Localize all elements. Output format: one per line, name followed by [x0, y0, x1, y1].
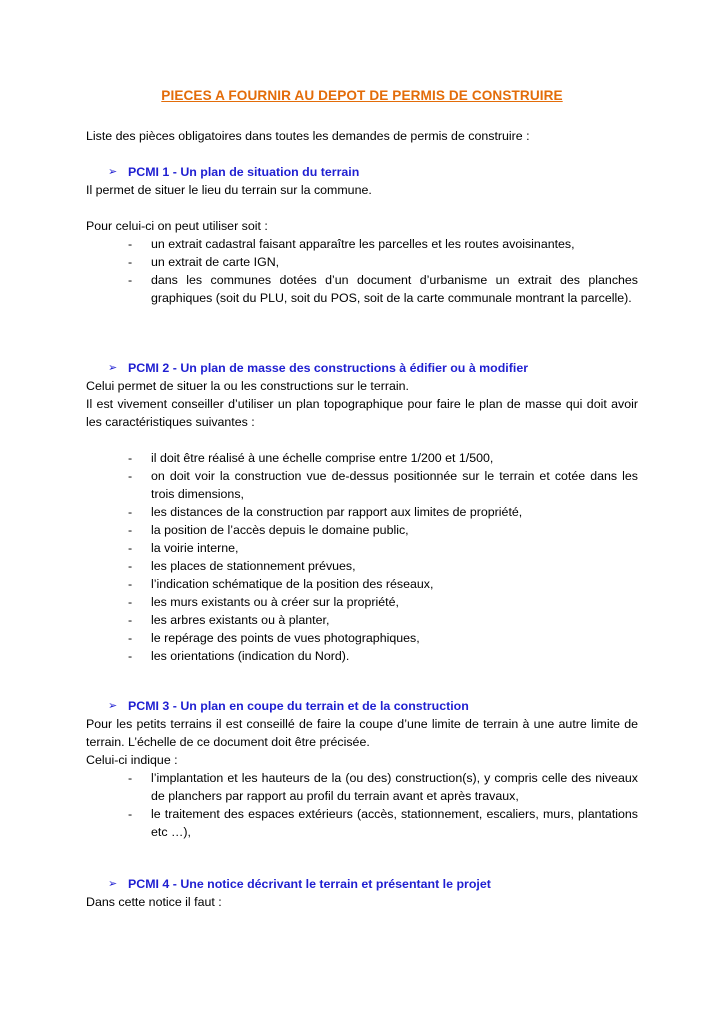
dash-marker: -	[128, 649, 133, 663]
list-item-text: la position de l’accès depuis le domaine public,	[151, 523, 409, 537]
list-item-text: dans les communes dotées d’un document d’urbanisme un extrait des planches graphiques (soit du PLU, soit du POS, soit de la carte communale montrant la parcelle).	[151, 273, 638, 305]
list-item-text: les places de stationnement prévues,	[151, 559, 356, 573]
dash-marker: -	[128, 237, 133, 251]
dash-marker: -	[128, 255, 133, 269]
section-pcmi3	[86, 697, 638, 841]
pcmi1-list	[86, 235, 638, 307]
dash-marker: -	[128, 541, 133, 555]
list-item	[86, 521, 638, 539]
list-item-text: l’indication schématique de la position des réseaux,	[151, 577, 434, 591]
dash-marker: -	[128, 559, 133, 573]
list-item-text: les murs existants ou à créer sur la propriété,	[151, 595, 399, 609]
dash-marker: -	[128, 469, 133, 483]
list-item-text: il doit être réalisé à une échelle comprise entre 1/200 et 1/500,	[151, 451, 494, 465]
list-item	[86, 611, 638, 629]
dash-marker: -	[128, 595, 133, 609]
intro-paragraph	[86, 127, 638, 145]
section-pcmi1	[86, 163, 638, 307]
dash-marker: -	[128, 631, 133, 645]
intro-text: Liste des pièces obligatoires dans toutes les demandes de permis de construire :	[86, 129, 530, 143]
arrow-bullet-icon: ➢	[108, 166, 118, 178]
list-item	[86, 235, 638, 253]
pcmi4-heading	[86, 875, 638, 893]
list-item-text: les orientations (indication du Nord).	[151, 649, 350, 663]
pcmi3-list	[86, 769, 638, 841]
list-item-text: l’implantation et les hauteurs de la (ou des) construction(s), y compris celle des niveaux de planchers par rapport au profil du terrain avant et après travaux,	[151, 771, 638, 803]
list-item-text: un extrait cadastral faisant apparaître les parcelles et les routes avoisinantes,	[151, 237, 575, 251]
list-item-text: le repérage des points de vues photographiques,	[151, 631, 420, 645]
list-item-text: les arbres existants ou à planter,	[151, 613, 330, 627]
list-item	[86, 629, 638, 647]
arrow-bullet-icon: ➢	[108, 362, 118, 374]
list-item	[86, 449, 638, 467]
dash-marker: -	[128, 771, 133, 785]
list-item	[86, 271, 638, 307]
list-item	[86, 647, 638, 665]
list-item	[86, 575, 638, 593]
list-item	[86, 253, 638, 271]
dash-marker: -	[128, 505, 133, 519]
section-pcmi2	[86, 359, 638, 665]
pcmi2-list	[86, 449, 638, 665]
list-item-text: un extrait de carte IGN,	[151, 255, 280, 269]
pcmi3-heading-text: PCMI 3 - Un plan en coupe du terrain et de la construction	[128, 699, 469, 713]
list-item	[86, 769, 638, 805]
pcmi1-lead: Pour celui-ci on peut utiliser soit :	[86, 219, 268, 233]
pcmi3-text2: Celui-ci indique :	[86, 753, 178, 767]
pcmi1-heading-text: PCMI 1 - Un plan de situation du terrain	[128, 165, 360, 179]
pcmi2-text1: Celui permet de situer la ou les constructions sur le terrain.	[86, 379, 409, 393]
arrow-bullet-icon: ➢	[108, 878, 118, 890]
pcmi1-text: Il permet de situer le lieu du terrain sur la commune.	[86, 183, 372, 197]
list-item-text: les distances de la construction par rapport aux limites de propriété,	[151, 505, 523, 519]
pcmi1-heading	[86, 163, 638, 181]
dash-marker: -	[128, 807, 133, 821]
dash-marker: -	[128, 613, 133, 627]
pcmi3-heading	[86, 697, 638, 715]
list-item	[86, 557, 638, 575]
pcmi3-text1: Pour les petits terrains il est conseillé de faire la coupe d’une limite de terrain à une autre limite de terrain. L’échelle de ce document doit être précisée.	[86, 717, 638, 749]
list-item	[86, 593, 638, 611]
dash-marker: -	[128, 523, 133, 537]
list-item	[86, 805, 638, 841]
pcmi4-heading-text: PCMI 4 - Une notice décrivant le terrain et présentant le projet	[128, 877, 491, 891]
list-item-text: on doit voir la construction vue de-dessus positionnée sur le terrain et cotée dans les trois dimensions,	[151, 469, 638, 501]
dash-marker: -	[128, 577, 133, 591]
list-item-text: le traitement des espaces extérieurs (accès, stationnement, escaliers, murs, plantations etc …),	[151, 807, 638, 839]
section-pcmi4	[86, 875, 638, 911]
dash-marker: -	[128, 451, 133, 465]
document-title: PIECES A FOURNIR AU DEPOT DE PERMIS DE CONSTRUIRE	[161, 88, 563, 103]
pcmi2-text2: Il est vivement conseiller d’utiliser un plan topographique pour faire le plan de masse qui doit avoir les caractéristiques suivantes :	[86, 397, 638, 429]
pcmi4-text: Dans cette notice il faut :	[86, 895, 222, 909]
list-item	[86, 539, 638, 557]
pcmi2-heading-text: PCMI 2 - Un plan de masse des constructions à édifier ou à modifier	[128, 361, 529, 375]
pcmi2-heading	[86, 359, 638, 377]
arrow-bullet-icon: ➢	[108, 700, 118, 712]
list-item	[86, 467, 638, 503]
list-item-text: la voirie interne,	[151, 541, 239, 555]
dash-marker: -	[128, 273, 133, 287]
list-item	[86, 503, 638, 521]
